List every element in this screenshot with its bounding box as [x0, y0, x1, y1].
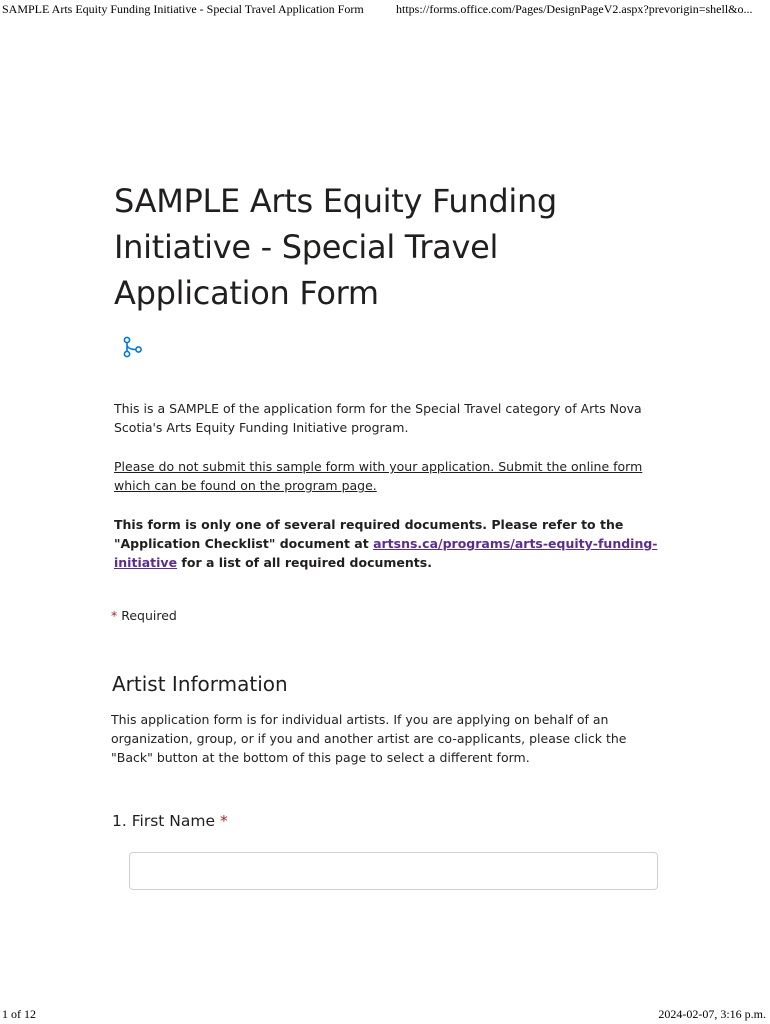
branching-icon[interactable]	[120, 335, 144, 359]
question-number: 1.	[112, 812, 127, 830]
checklist-text-prefix: This form is only one of several required documents. Please refer to the "Application Checklist" document at	[114, 517, 624, 551]
print-header	[2, 2, 768, 18]
section-title: Artist Information	[112, 672, 288, 696]
required-note	[111, 608, 177, 623]
program-page-link[interactable]: artsns.ca/programs/arts-equity-funding-initiative	[114, 536, 658, 570]
form-title: SAMPLE Arts Equity Funding Initiative - Special Travel Application Form	[114, 182, 557, 312]
print-header-url: https://forms.office.com/Pages/DesignPageV2.aspx?prevorigin=shell&o...	[396, 2, 753, 16]
required-star: *	[111, 608, 118, 623]
print-header-title: SAMPLE Arts Equity Funding Initiative - Special Travel Application Form	[2, 2, 364, 16]
form-description-intro: This is a SAMPLE of the application form for the Special Travel category of Arts Nova Scotia's Arts Equity Funding Initiative program.	[114, 401, 642, 435]
page-number: 1 of 12	[2, 1007, 36, 1021]
question-label: First Name	[131, 812, 216, 830]
print-datetime: 2024-02-07, 3:16 p.m.	[658, 1007, 766, 1021]
checklist-text-suffix: for a list of all required documents.	[177, 555, 432, 570]
required-label: Required	[117, 608, 177, 623]
form-description-checklist	[114, 515, 659, 572]
print-footer	[2, 1006, 766, 1022]
question-required-star: *	[219, 812, 228, 830]
first-name-input[interactable]	[129, 852, 658, 890]
form-description-notice: Please do not submit this sample form with your application. Submit the online form which can be found on the program page.	[114, 459, 643, 493]
section-description: This application form is for individual artists. If you are applying on behalf of an organization, group, or if you and another artist are co-applicants, please click the "Back" button at the bottom of this page to select a different form.	[111, 712, 627, 765]
question-first-name	[112, 812, 228, 830]
